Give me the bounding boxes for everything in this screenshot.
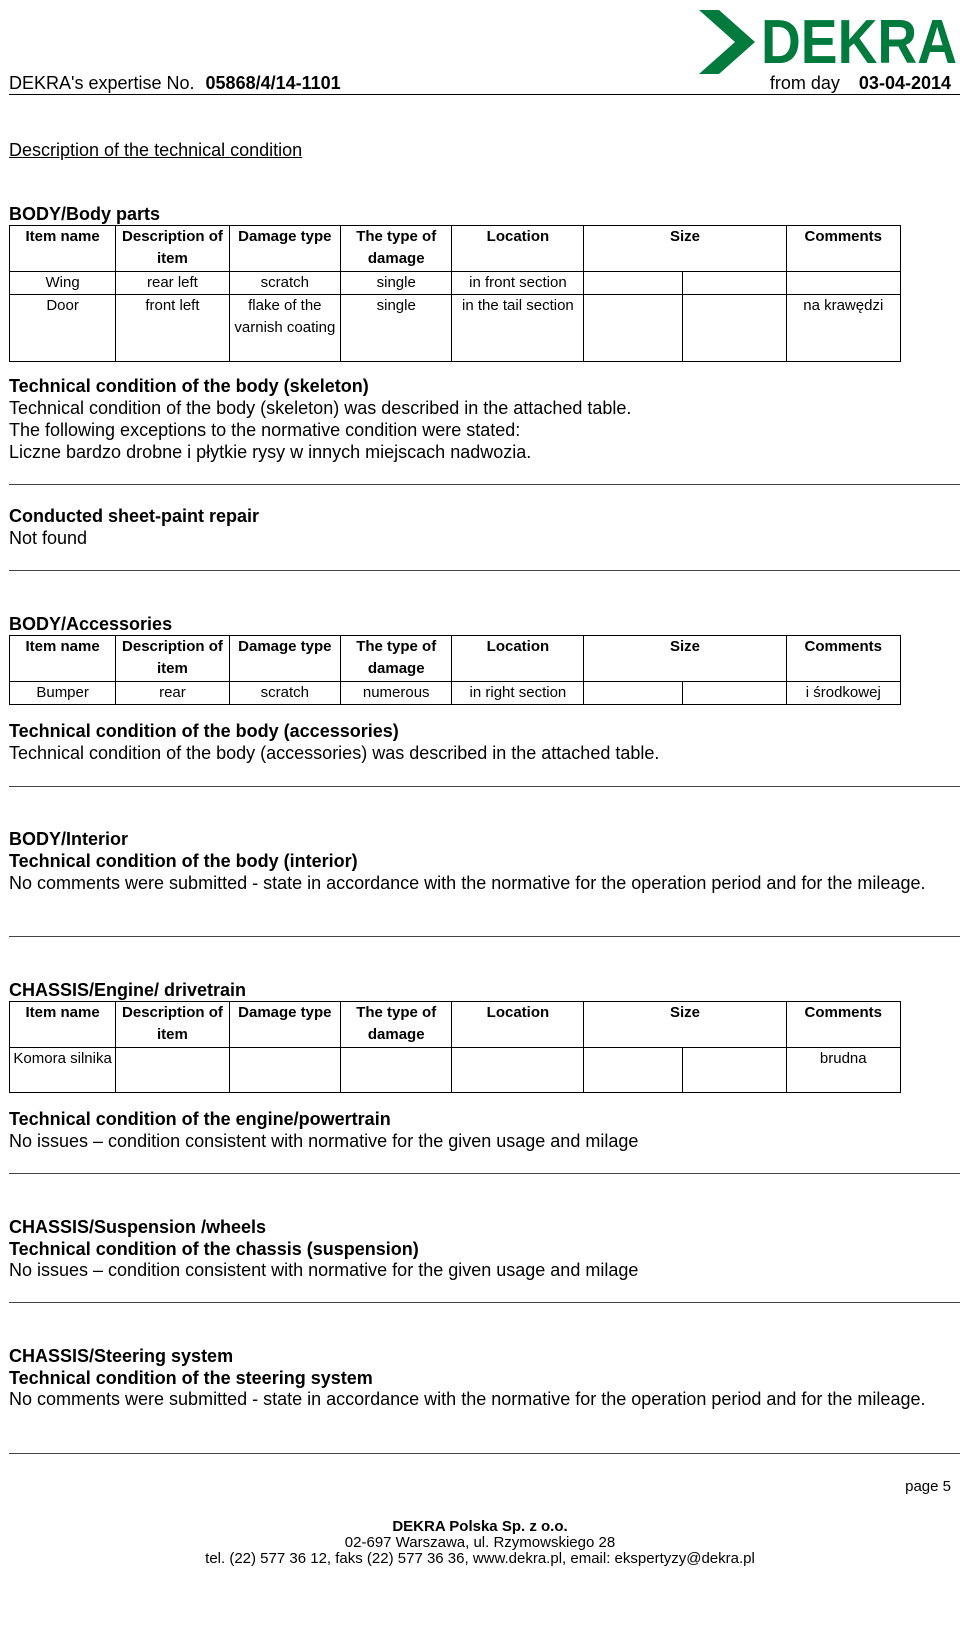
col-header: Damage type (229, 636, 340, 682)
skeleton-line-1: Technical condition of the body (skeleton) was described in the attached table. (9, 398, 632, 418)
cell-comments (786, 271, 900, 294)
size-sub (584, 295, 683, 361)
col-header: Location (452, 226, 584, 272)
accessories-title: BODY/Accessories (9, 614, 173, 634)
skeleton-line-3: Liczne bardzo drobne i płytkie rysy w innych miejscach nadwozia. (9, 442, 532, 462)
cell-location: in right section (452, 681, 584, 704)
cell-item: Door (10, 294, 116, 361)
cell-description (116, 1047, 229, 1092)
body-parts-title: BODY/Body parts (9, 204, 161, 224)
date-label: from day (769, 73, 840, 93)
col-header: Damage type (229, 226, 340, 272)
skeleton-line-2: The following exceptions to the normative condition were stated: (9, 420, 521, 440)
col-header: Location (452, 1002, 584, 1048)
divider (9, 1173, 960, 1174)
size-sub (584, 1048, 683, 1092)
table-row (10, 1047, 901, 1092)
date-line (770, 72, 951, 94)
col-header: Description of item (116, 636, 229, 682)
cell-damage-type (229, 1047, 340, 1092)
interior-cond-title: Technical condition of the body (interior) (9, 851, 358, 871)
table-header-row (10, 636, 901, 682)
divider (9, 570, 960, 571)
divider (9, 936, 960, 937)
cell-description: rear left (116, 271, 229, 294)
cell-damage-type: scratch (229, 681, 340, 704)
size-split (584, 1048, 785, 1092)
cell-location: in front section (452, 271, 584, 294)
cell-description: rear (116, 681, 229, 704)
col-header: Comments (786, 636, 900, 682)
page-number: page 5 (905, 1478, 951, 1495)
interior-cond-text: No comments were submitted - state in accordance with the normative for the operation period and for the mileage. (9, 873, 926, 893)
suspension-title: CHASSIS/Suspension /wheels (9, 1217, 267, 1237)
steering-cond-text: No comments were submitted - state in accordance with the normative for the operation period and for the mileage. (9, 1389, 926, 1409)
col-header: Size (584, 226, 786, 272)
interior-title: BODY/Interior (9, 829, 129, 849)
cell-size (584, 271, 786, 294)
cell-comments: i środkowej (786, 681, 900, 704)
size-split (584, 272, 785, 294)
cell-type-of-damage: single (341, 294, 452, 361)
table-row (10, 271, 901, 294)
cell-type-of-damage: numerous (341, 681, 452, 704)
cell-comments: na krawędzi (786, 294, 900, 361)
table-row (10, 681, 901, 704)
suspension-cond-title: Technical condition of the chassis (suspension) (9, 1239, 419, 1259)
table-header-row (10, 1002, 901, 1048)
cell-size (584, 681, 786, 704)
table-row (10, 294, 901, 361)
cell-item: Wing (10, 271, 116, 294)
cell-type-of-damage: single (341, 271, 452, 294)
cell-damage-type: flake of the varnish coating (229, 294, 340, 361)
repair-text: Not found (9, 528, 88, 548)
col-header: Item name (10, 1002, 116, 1048)
col-header: Description of item (116, 1002, 229, 1048)
cell-type-of-damage (341, 1047, 452, 1092)
engine-title: CHASSIS/Engine/ drivetrain (9, 980, 247, 1000)
accessories-cond-title: Technical condition of the body (accessories) (9, 721, 399, 741)
cell-size (584, 294, 786, 361)
col-header: The type of damage (341, 636, 452, 682)
cell-damage-type: scratch (229, 271, 340, 294)
header-rule (9, 94, 960, 95)
size-split (584, 682, 785, 704)
divider (9, 1453, 960, 1454)
divider (9, 786, 960, 787)
body-parts-table (9, 225, 901, 362)
cell-item: Komora silnika (10, 1047, 116, 1092)
engine-cond-title: Technical condition of the engine/powertrain (9, 1109, 391, 1129)
cell-location (452, 1047, 584, 1092)
dekra-logo-text: DEKRA (761, 8, 957, 77)
engine-table (9, 1001, 901, 1093)
skeleton-title: Technical condition of the body (skeleton) (9, 376, 369, 396)
col-header: Item name (10, 636, 116, 682)
col-header: Comments (786, 1002, 900, 1048)
cell-item: Bumper (10, 681, 116, 704)
size-sub (584, 682, 683, 704)
col-header: Description of item (116, 226, 229, 272)
report-date: 03-04-2014 (858, 73, 951, 93)
steering-title: CHASSIS/Steering system (9, 1346, 234, 1366)
engine-cond-text: No issues – condition consistent with normative for the given usage and milage (9, 1131, 639, 1151)
footer-company: DEKRA Polska Sp. z o.o. (392, 1518, 568, 1535)
col-header: Location (452, 636, 584, 682)
cell-description: front left (116, 294, 229, 361)
expertise-line (9, 72, 341, 94)
col-header: The type of damage (341, 1002, 452, 1048)
size-sub (584, 272, 683, 294)
accessories-cond-text: Technical condition of the body (accessories) was described in the attached table. (9, 743, 660, 763)
col-header: Size (584, 1002, 786, 1048)
steering-cond-title: Technical condition of the steering system (9, 1368, 373, 1388)
divider (9, 484, 960, 485)
size-split (584, 295, 785, 361)
divider (9, 1302, 960, 1303)
col-header: Comments (786, 226, 900, 272)
expertise-label: DEKRA's expertise No. (9, 73, 195, 93)
col-header: Damage type (229, 1002, 340, 1048)
section-title: Description of the technical condition (9, 140, 303, 160)
suspension-cond-text: No issues – condition consistent with normative for the given usage and milage (9, 1260, 639, 1280)
cell-location: in the tail section (452, 294, 584, 361)
col-header: Size (584, 636, 786, 682)
cell-size (584, 1047, 786, 1092)
footer-contact: tel. (22) 577 36 12, faks (22) 577 36 36, www.dekra.pl, email: ekspertyzy@dekra.pl (205, 1550, 755, 1567)
footer-address: 02-697 Warszawa, ul. Rzymowskiego 28 (344, 1534, 616, 1551)
accessories-table (9, 635, 901, 705)
dekra-logo-mark (699, 10, 755, 74)
repair-title: Conducted sheet-paint repair (9, 506, 260, 526)
expertise-number: 05868/4/14-1101 (205, 73, 341, 93)
col-header: The type of damage (341, 226, 452, 272)
cell-comments: brudna (786, 1047, 900, 1092)
table-header-row (10, 226, 901, 272)
col-header: Item name (10, 226, 116, 272)
dekra-logo (697, 6, 959, 78)
